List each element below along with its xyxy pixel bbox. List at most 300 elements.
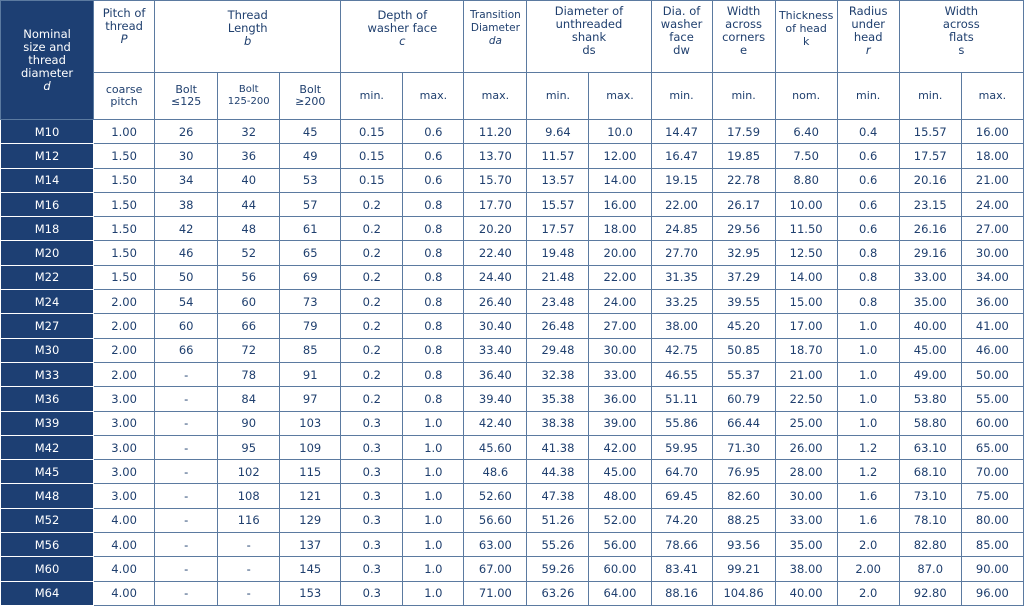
- table-cell: 24.00: [961, 192, 1023, 216]
- table-cell: 50.00: [961, 362, 1023, 386]
- table-cell: 19.48: [527, 241, 589, 265]
- table-cell: 23.15: [899, 192, 961, 216]
- table-cell: 33.40: [464, 338, 527, 362]
- table-cell: 82.80: [899, 533, 961, 557]
- table-cell: -: [155, 581, 218, 605]
- table-cell: 57: [280, 192, 341, 216]
- header-nominal-size: Nominal size and thread diameter d: [1, 1, 94, 120]
- table-cell: 137: [280, 533, 341, 557]
- table-cell: 0.8: [837, 265, 899, 289]
- table-cell: 22.00: [589, 265, 651, 289]
- table-cell: 26.16: [899, 217, 961, 241]
- table-cell: 0.2: [341, 314, 403, 338]
- table-cell: 20.16: [899, 168, 961, 192]
- table-cell: 6.40: [775, 120, 837, 144]
- table-cell: 44.38: [527, 460, 589, 484]
- table-cell: 153: [280, 581, 341, 605]
- table-cell: 24.40: [464, 265, 527, 289]
- table-cell: 54: [155, 290, 218, 314]
- table-row: [1, 168, 1024, 192]
- table-cell: 48.00: [589, 484, 651, 508]
- table-cell: 15.00: [775, 290, 837, 314]
- table-cell: 59.95: [651, 435, 712, 459]
- table-cell: 87.0: [899, 557, 961, 581]
- table-row: [1, 557, 1024, 581]
- table-cell: 53.80: [899, 387, 961, 411]
- table-cell: 23.48: [527, 290, 589, 314]
- sub-s-min: min.: [899, 73, 961, 120]
- table-cell: 17.00: [775, 314, 837, 338]
- table-cell: 78.10: [899, 508, 961, 532]
- table-cell: -: [155, 557, 218, 581]
- table-cell: 1.0: [403, 411, 464, 435]
- table-cell: 13.70: [464, 144, 527, 168]
- table-cell: 2.0: [837, 533, 899, 557]
- sub-c-min: min.: [341, 73, 403, 120]
- table-cell: 72: [218, 338, 280, 362]
- table-cell: 26.17: [712, 192, 775, 216]
- table-cell: 42.40: [464, 411, 527, 435]
- table-row: [1, 241, 1024, 265]
- table-cell: 36.00: [961, 290, 1023, 314]
- table-cell: -: [155, 435, 218, 459]
- table-cell: 51.11: [651, 387, 712, 411]
- sub-da-max: max.: [464, 73, 527, 120]
- table-cell: 40: [218, 168, 280, 192]
- table-cell: 50: [155, 265, 218, 289]
- table-cell: 36: [218, 144, 280, 168]
- sub-bolt-125: Bolt ≤125: [155, 73, 218, 120]
- table-cell: 108: [218, 484, 280, 508]
- sub-coarse-pitch: coarse pitch: [94, 73, 155, 120]
- row-size-label: M36: [1, 387, 94, 411]
- sub-ds-max: max.: [589, 73, 651, 120]
- table-cell: 20.20: [464, 217, 527, 241]
- table-cell: 0.2: [341, 241, 403, 265]
- table-cell: 55.86: [651, 411, 712, 435]
- row-size-label: M64: [1, 581, 94, 605]
- table-cell: 1.0: [837, 362, 899, 386]
- table-cell: 0.8: [837, 290, 899, 314]
- row-size-label: M60: [1, 557, 94, 581]
- table-cell: 15.57: [899, 120, 961, 144]
- table-cell: -: [155, 484, 218, 508]
- table-cell: 24.85: [651, 217, 712, 241]
- table-cell: 18.70: [775, 338, 837, 362]
- table-cell: 15.57: [527, 192, 589, 216]
- table-cell: 0.8: [837, 241, 899, 265]
- table-cell: 52.00: [589, 508, 651, 532]
- table-cell: 0.3: [341, 460, 403, 484]
- table-row: [1, 144, 1024, 168]
- table-cell: 0.6: [403, 144, 464, 168]
- table-cell: 16.47: [651, 144, 712, 168]
- table-cell: 13.57: [527, 168, 589, 192]
- table-cell: 18.00: [589, 217, 651, 241]
- table-cell: 1.6: [837, 484, 899, 508]
- table-cell: 21.00: [775, 362, 837, 386]
- table-cell: 92.80: [899, 581, 961, 605]
- row-size-label: M24: [1, 290, 94, 314]
- table-cell: 0.6: [403, 168, 464, 192]
- table-cell: 10.0: [589, 120, 651, 144]
- table-cell: 0.3: [341, 533, 403, 557]
- sub-bolt-125-200: Bolt 125-200: [218, 73, 280, 120]
- table-cell: 0.15: [341, 168, 403, 192]
- table-cell: 47.38: [527, 484, 589, 508]
- table-cell: 1.50: [94, 241, 155, 265]
- table-cell: 16.00: [589, 192, 651, 216]
- table-cell: 0.2: [341, 338, 403, 362]
- table-cell: 45.20: [712, 314, 775, 338]
- table-cell: 0.3: [341, 508, 403, 532]
- table-cell: 11.20: [464, 120, 527, 144]
- table-cell: 18.00: [961, 144, 1023, 168]
- table-cell: 33.00: [589, 362, 651, 386]
- table-cell: 30.00: [775, 484, 837, 508]
- table-cell: 0.2: [341, 290, 403, 314]
- table-cell: 55.37: [712, 362, 775, 386]
- table-cell: 64.70: [651, 460, 712, 484]
- table-cell: 102: [218, 460, 280, 484]
- table-cell: 2.00: [94, 314, 155, 338]
- table-cell: 56.60: [464, 508, 527, 532]
- table-cell: 22.78: [712, 168, 775, 192]
- table-cell: 74.20: [651, 508, 712, 532]
- table-cell: 0.8: [403, 192, 464, 216]
- table-cell: 22.50: [775, 387, 837, 411]
- table-cell: 12.00: [589, 144, 651, 168]
- sub-ds-min: min.: [527, 73, 589, 120]
- table-cell: 4.00: [94, 557, 155, 581]
- table-cell: 0.8: [403, 290, 464, 314]
- table-cell: 58.80: [899, 411, 961, 435]
- table-cell: 99.21: [712, 557, 775, 581]
- table-cell: 73: [280, 290, 341, 314]
- row-size-label: M33: [1, 362, 94, 386]
- table-cell: 88.25: [712, 508, 775, 532]
- table-cell: 39.55: [712, 290, 775, 314]
- table-cell: 27.70: [651, 241, 712, 265]
- table-cell: 71.00: [464, 581, 527, 605]
- table-cell: 1.2: [837, 435, 899, 459]
- table-row: [1, 338, 1024, 362]
- table-cell: 27.00: [961, 217, 1023, 241]
- table-cell: 44: [218, 192, 280, 216]
- table-cell: 11.57: [527, 144, 589, 168]
- row-size-label: M56: [1, 533, 94, 557]
- table-cell: 115: [280, 460, 341, 484]
- table-cell: 83.41: [651, 557, 712, 581]
- table-cell: 0.3: [341, 435, 403, 459]
- table-cell: 1.0: [403, 533, 464, 557]
- table-cell: 121: [280, 484, 341, 508]
- table-cell: 37.29: [712, 265, 775, 289]
- table-cell: 2.00: [94, 338, 155, 362]
- table-cell: 59.26: [527, 557, 589, 581]
- header-width-corners: Width across corners e: [712, 1, 775, 73]
- table-cell: 75.00: [961, 484, 1023, 508]
- row-size-label: M14: [1, 168, 94, 192]
- table-cell: 27.00: [589, 314, 651, 338]
- table-cell: 76.95: [712, 460, 775, 484]
- table-body: [1, 120, 1024, 606]
- table-cell: 14.47: [651, 120, 712, 144]
- table-cell: 0.6: [837, 168, 899, 192]
- table-cell: 61: [280, 217, 341, 241]
- table-cell: 39.00: [589, 411, 651, 435]
- table-cell: 39.40: [464, 387, 527, 411]
- table-cell: 68.10: [899, 460, 961, 484]
- table-cell: 17.57: [527, 217, 589, 241]
- sub-dw-min: min.: [651, 73, 712, 120]
- row-size-label: M16: [1, 192, 94, 216]
- table-cell: -: [218, 581, 280, 605]
- table-cell: -: [155, 460, 218, 484]
- table-cell: -: [155, 508, 218, 532]
- table-cell: 21.00: [961, 168, 1023, 192]
- table-cell: 35.00: [899, 290, 961, 314]
- table-cell: 2.00: [94, 290, 155, 314]
- table-cell: 56.00: [589, 533, 651, 557]
- table-cell: 0.15: [341, 144, 403, 168]
- table-cell: 30.00: [589, 338, 651, 362]
- table-cell: 3.00: [94, 411, 155, 435]
- table-row: [1, 411, 1024, 435]
- table-cell: 1.6: [837, 508, 899, 532]
- table-cell: 0.3: [341, 484, 403, 508]
- table-cell: 0.3: [341, 581, 403, 605]
- table-cell: 36.00: [589, 387, 651, 411]
- header-width-flats: Width across flats s: [899, 1, 1023, 73]
- table-cell: 46: [155, 241, 218, 265]
- table-cell: 29.48: [527, 338, 589, 362]
- table-cell: 79: [280, 314, 341, 338]
- table-cell: 93.56: [712, 533, 775, 557]
- table-row: [1, 265, 1024, 289]
- table-cell: 95: [218, 435, 280, 459]
- table-cell: 1.0: [403, 508, 464, 532]
- table-cell: 46.55: [651, 362, 712, 386]
- table-cell: 26.00: [775, 435, 837, 459]
- table-cell: 2.00: [837, 557, 899, 581]
- row-size-label: M52: [1, 508, 94, 532]
- table-cell: 96.00: [961, 581, 1023, 605]
- row-size-label: M22: [1, 265, 94, 289]
- table-cell: 32.38: [527, 362, 589, 386]
- table-cell: 129: [280, 508, 341, 532]
- table-cell: 97: [280, 387, 341, 411]
- table-cell: 1.0: [403, 581, 464, 605]
- table-cell: 69: [280, 265, 341, 289]
- table-cell: 65: [280, 241, 341, 265]
- table-cell: 22.00: [651, 192, 712, 216]
- table-cell: 35.38: [527, 387, 589, 411]
- table-row: [1, 290, 1024, 314]
- table-cell: 31.35: [651, 265, 712, 289]
- sub-e-min: min.: [712, 73, 775, 120]
- table-cell: 55.00: [961, 387, 1023, 411]
- table-row: [1, 435, 1024, 459]
- table-row: [1, 484, 1024, 508]
- table-cell: 66: [218, 314, 280, 338]
- table-cell: 8.80: [775, 168, 837, 192]
- table-cell: 88.16: [651, 581, 712, 605]
- header-washer-face-dia: Dia. of washer face dw: [651, 1, 712, 73]
- table-cell: 109: [280, 435, 341, 459]
- table-cell: 38.00: [651, 314, 712, 338]
- header-radius: Radius under head r: [837, 1, 899, 73]
- table-cell: 29.16: [899, 241, 961, 265]
- table-cell: 22.40: [464, 241, 527, 265]
- table-cell: 0.8: [403, 387, 464, 411]
- row-size-label: M45: [1, 460, 94, 484]
- table-cell: 42.00: [589, 435, 651, 459]
- table-cell: 48: [218, 217, 280, 241]
- table-cell: 1.0: [837, 314, 899, 338]
- table-cell: 21.48: [527, 265, 589, 289]
- table-cell: 1.0: [837, 387, 899, 411]
- table-cell: 82.60: [712, 484, 775, 508]
- table-cell: 17.57: [899, 144, 961, 168]
- header-pitch: Pitch of thread P: [94, 1, 155, 73]
- table-cell: 48.6: [464, 460, 527, 484]
- table-cell: 42.75: [651, 338, 712, 362]
- table-cell: 49: [280, 144, 341, 168]
- table-cell: 26: [155, 120, 218, 144]
- sub-s-max: max.: [961, 73, 1023, 120]
- header-shank-diameter: Diameter of unthreaded shank ds: [527, 1, 651, 73]
- table-cell: 14.00: [589, 168, 651, 192]
- table-cell: 0.8: [403, 314, 464, 338]
- table-cell: 55.26: [527, 533, 589, 557]
- table-cell: 42: [155, 217, 218, 241]
- table-cell: 26.40: [464, 290, 527, 314]
- table-cell: 63.00: [464, 533, 527, 557]
- table-cell: 1.50: [94, 144, 155, 168]
- table-cell: 0.8: [403, 265, 464, 289]
- table-cell: 32.95: [712, 241, 775, 265]
- table-cell: 1.50: [94, 192, 155, 216]
- table-cell: 1.50: [94, 217, 155, 241]
- table-cell: 1.2: [837, 460, 899, 484]
- table-cell: 71.30: [712, 435, 775, 459]
- table-cell: 2.00: [94, 362, 155, 386]
- table-cell: -: [155, 533, 218, 557]
- table-cell: 50.85: [712, 338, 775, 362]
- table-cell: 26.48: [527, 314, 589, 338]
- table-cell: -: [155, 362, 218, 386]
- table-cell: 11.50: [775, 217, 837, 241]
- table-cell: 45.00: [899, 338, 961, 362]
- table-cell: 56: [218, 265, 280, 289]
- table-cell: 1.0: [403, 484, 464, 508]
- table-cell: 80.00: [961, 508, 1023, 532]
- table-cell: 16.00: [961, 120, 1023, 144]
- table-cell: 33.00: [899, 265, 961, 289]
- table-cell: 10.00: [775, 192, 837, 216]
- table-cell: 0.8: [403, 217, 464, 241]
- table-row: [1, 387, 1024, 411]
- table-cell: 3.00: [94, 460, 155, 484]
- table-cell: 3.00: [94, 435, 155, 459]
- row-size-label: M42: [1, 435, 94, 459]
- table-cell: 4.00: [94, 581, 155, 605]
- table-cell: 0.2: [341, 265, 403, 289]
- table-cell: 12.50: [775, 241, 837, 265]
- table-cell: 1.50: [94, 265, 155, 289]
- sub-k-nom: nom.: [775, 73, 837, 120]
- table-cell: 30.00: [961, 241, 1023, 265]
- table-cell: 116: [218, 508, 280, 532]
- table-cell: 36.40: [464, 362, 527, 386]
- table-cell: 60.00: [961, 411, 1023, 435]
- table-cell: 66.44: [712, 411, 775, 435]
- header-washer-depth: Depth of washer face c: [341, 1, 464, 73]
- row-size-label: M18: [1, 217, 94, 241]
- table-cell: 91: [280, 362, 341, 386]
- table-cell: 0.8: [403, 241, 464, 265]
- row-size-label: M30: [1, 338, 94, 362]
- table-row: [1, 581, 1024, 605]
- table-cell: 40.00: [775, 581, 837, 605]
- table-row: [1, 533, 1024, 557]
- table-cell: 19.85: [712, 144, 775, 168]
- table-cell: 0.2: [341, 387, 403, 411]
- table-cell: 1.0: [837, 411, 899, 435]
- table-cell: 0.6: [403, 120, 464, 144]
- table-cell: 66: [155, 338, 218, 362]
- table-cell: 65.00: [961, 435, 1023, 459]
- table-cell: 84: [218, 387, 280, 411]
- table-cell: 34: [155, 168, 218, 192]
- table-cell: 41.00: [961, 314, 1023, 338]
- table-cell: -: [155, 411, 218, 435]
- table-row: [1, 508, 1024, 532]
- table-cell: 1.00: [94, 120, 155, 144]
- table-cell: 24.00: [589, 290, 651, 314]
- table-cell: 0.8: [403, 362, 464, 386]
- table-cell: 34.00: [961, 265, 1023, 289]
- table-cell: 25.00: [775, 411, 837, 435]
- table-cell: 45.00: [589, 460, 651, 484]
- table-cell: 60: [218, 290, 280, 314]
- table-cell: 1.0: [403, 460, 464, 484]
- table-cell: 1.0: [837, 338, 899, 362]
- table-cell: 32: [218, 120, 280, 144]
- header-transition-diameter: Transition Diameter da: [464, 1, 527, 73]
- table-cell: 52: [218, 241, 280, 265]
- table-cell: 103: [280, 411, 341, 435]
- table-cell: 73.10: [899, 484, 961, 508]
- row-size-label: M12: [1, 144, 94, 168]
- table-cell: 1.0: [403, 435, 464, 459]
- table-cell: 0.6: [837, 217, 899, 241]
- table-cell: 85.00: [961, 533, 1023, 557]
- table-cell: 40.00: [899, 314, 961, 338]
- table-cell: 35.00: [775, 533, 837, 557]
- table-cell: 17.70: [464, 192, 527, 216]
- table-row: [1, 192, 1024, 216]
- table-cell: 0.2: [341, 192, 403, 216]
- table-cell: 0.3: [341, 411, 403, 435]
- table-cell: 90: [218, 411, 280, 435]
- table-cell: 17.59: [712, 120, 775, 144]
- table-row: [1, 460, 1024, 484]
- table-cell: 67.00: [464, 557, 527, 581]
- table-cell: 0.2: [341, 362, 403, 386]
- table-cell: 19.15: [651, 168, 712, 192]
